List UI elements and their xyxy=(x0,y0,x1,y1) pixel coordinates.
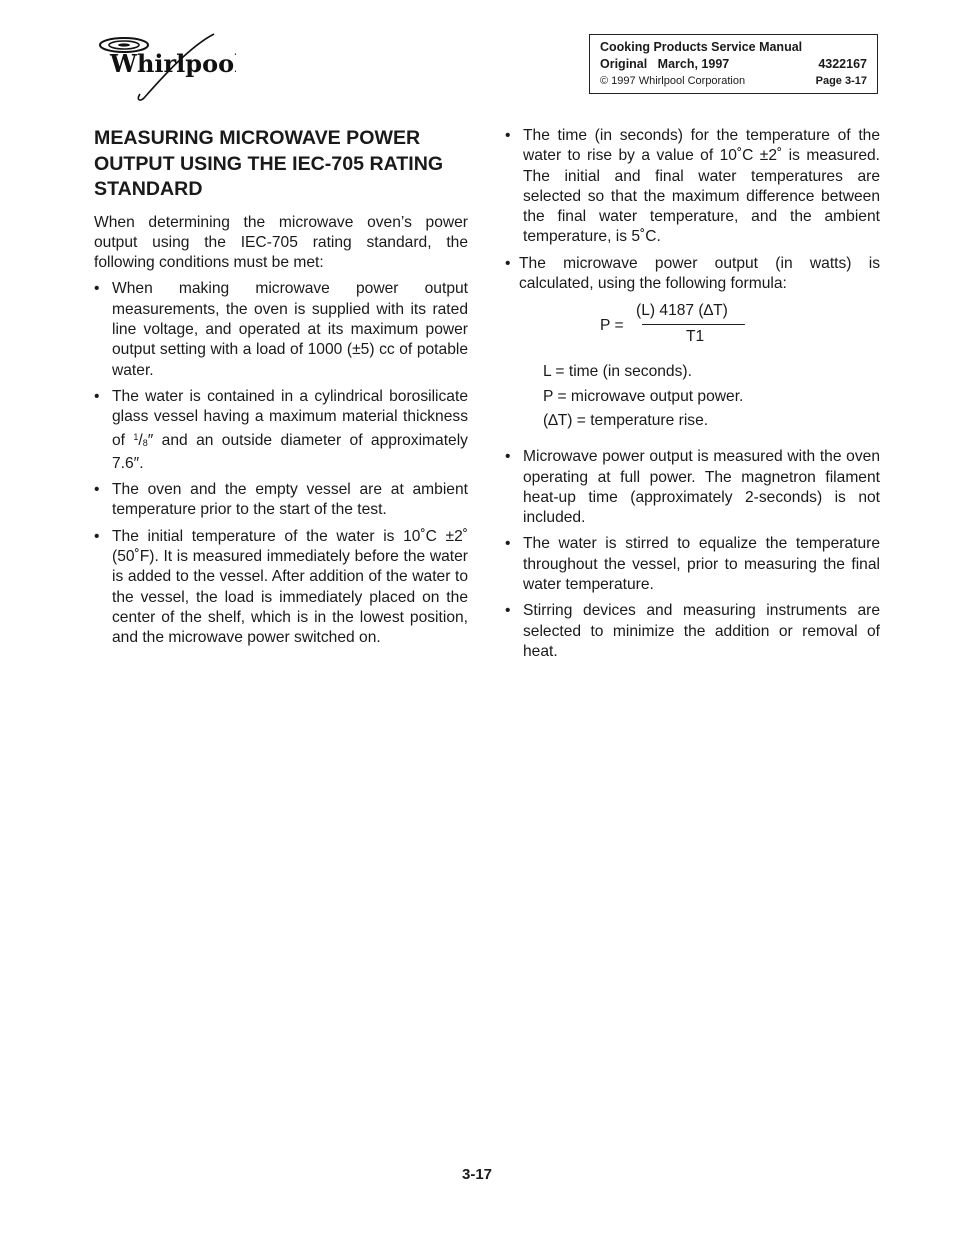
page-reference: Page 3-17 xyxy=(815,75,867,87)
formula-lhs: P = xyxy=(600,317,624,335)
copyright: © 1997 Whirlpool Corporation xyxy=(600,75,746,87)
manual-title-row xyxy=(600,39,867,56)
definition-item: L = time (in seconds). xyxy=(543,363,692,381)
list-item: • The initial temperature of the water is 10˚C ±2˚ (50˚F). It is measured immediately before the water is added to the vessel. After addition of the water to the vessel, the load is immediately placed on the center of the shelf, which is in the lowest position, and the microwave power switched on. xyxy=(94,527,468,647)
left-column xyxy=(94,126,468,654)
manual-edition-row xyxy=(600,56,867,73)
manual-info-box xyxy=(589,34,878,94)
list-item: • Stirring devices and measuring instruments are selected to minimize the addition or removal of heat. xyxy=(505,602,880,660)
section-title: MEASURING MICROWAVE POWER OUTPUT USING THE IEC-705 RATING STANDARD xyxy=(94,127,444,200)
list-item: • The water is stirred to equalize the temperature throughout the vessel, prior to measuring the final water temperature. xyxy=(505,535,880,594)
part-number: 4322167 xyxy=(818,57,867,71)
definition-item: (∆T) = temperature rise. xyxy=(543,411,709,429)
page-number: 3-17 xyxy=(461,1166,493,1183)
edition-date: Original March, 1997 xyxy=(600,57,730,71)
svg-text:Whirlpool: Whirlpool xyxy=(110,49,236,78)
list-item: • The time (in seconds) for the temperature of the water to rise by a value of 10˚C ±2˚ is measured. The initial and final water temperatures are selected so that the maximum difference between the final water temperature, and the ambient temperature, is 5˚C. xyxy=(505,127,880,246)
intro-paragraph: When determining the microwave oven’s power output using the IEC-705 rating standard, the following conditions must be met: xyxy=(94,213,468,272)
list-item: • The water is contained in a cylindrical borosilicate glass vessel having a maximum material thickness of $^1/_8''$ and an outside diameter of approximately 7.6″. xyxy=(94,387,468,472)
formula-numerator: (L) 4187 (∆T) xyxy=(636,302,728,320)
list-item: • Microwave power output is measured with the oven operating at full power. The magnetron filament heat-up time (approximately 2-seconds) is not included. xyxy=(505,448,880,527)
right-column xyxy=(505,126,880,668)
formula-definitions xyxy=(505,362,880,431)
whirlpool-logo-graphic xyxy=(96,28,236,104)
power-formula xyxy=(505,302,880,358)
manual-title: Cooking Products Service Manual xyxy=(600,40,803,54)
definition-item: P = microwave output power. xyxy=(543,387,744,405)
formula-denominator: T1 xyxy=(686,328,705,346)
list-item: • The oven and the empty vessel are at ambient temperature prior to the start of the test. xyxy=(94,481,468,519)
list-item: • The microwave power output (in watts) is calculated, using the following formula: xyxy=(505,254,880,293)
whirlpool-logo xyxy=(96,28,236,104)
list-item: • When making microwave power output measurements, the oven is supplied with its rated line voltage, and operated at its maximum power output setting with a load of 1000 (±5) cc of potable water. xyxy=(94,280,468,379)
fraction-bar xyxy=(642,324,745,325)
manual-copyright-row xyxy=(600,73,867,90)
